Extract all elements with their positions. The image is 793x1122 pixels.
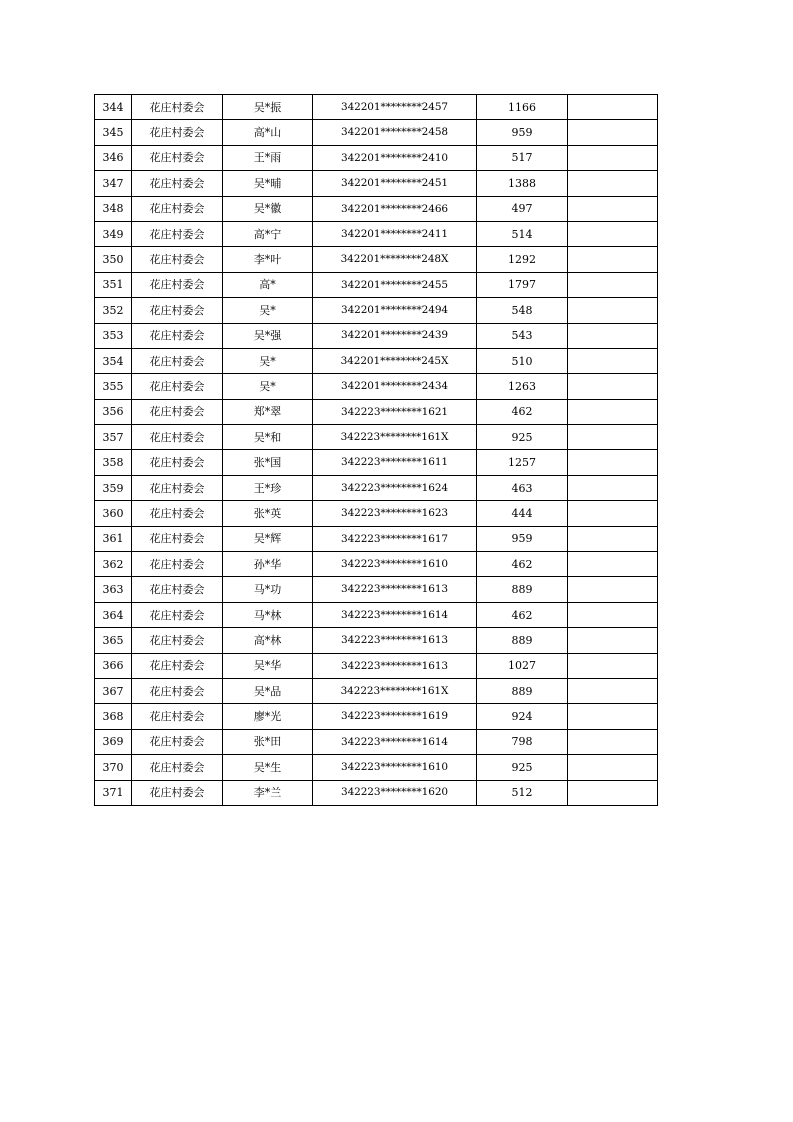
id-number-cell: 342201********2494 bbox=[313, 298, 477, 323]
row-number-cell: 361 bbox=[95, 526, 132, 551]
amount-cell: 444 bbox=[477, 501, 568, 526]
row-number-cell: 360 bbox=[95, 501, 132, 526]
person-name-cell: 吴* bbox=[223, 348, 313, 373]
amount-cell: 548 bbox=[477, 298, 568, 323]
id-number-cell: 342201********245X bbox=[313, 348, 477, 373]
table-row bbox=[95, 653, 658, 678]
person-name-cell: 张*田 bbox=[223, 729, 313, 754]
id-number-cell: 342201********2455 bbox=[313, 272, 477, 297]
table-row bbox=[95, 298, 658, 323]
remark-cell bbox=[568, 145, 658, 170]
village-committee-cell: 花庄村委会 bbox=[132, 602, 223, 627]
person-name-cell: 吴*辉 bbox=[223, 526, 313, 551]
row-number-cell: 350 bbox=[95, 247, 132, 272]
table-row bbox=[95, 272, 658, 297]
row-number-cell: 359 bbox=[95, 475, 132, 500]
table-row bbox=[95, 729, 658, 754]
person-name-cell: 孙*华 bbox=[223, 552, 313, 577]
id-number-cell: 342223********1624 bbox=[313, 475, 477, 500]
village-committee-cell: 花庄村委会 bbox=[132, 221, 223, 246]
village-committee-cell: 花庄村委会 bbox=[132, 577, 223, 602]
row-number-cell: 370 bbox=[95, 755, 132, 780]
remark-cell bbox=[568, 196, 658, 221]
row-number-cell: 371 bbox=[95, 780, 132, 805]
village-committee-cell: 花庄村委会 bbox=[132, 145, 223, 170]
id-number-cell: 342223********1620 bbox=[313, 780, 477, 805]
row-number-cell: 358 bbox=[95, 450, 132, 475]
person-name-cell: 吴*振 bbox=[223, 95, 313, 120]
person-name-cell: 马*林 bbox=[223, 602, 313, 627]
row-number-cell: 363 bbox=[95, 577, 132, 602]
id-number-cell: 342223********1613 bbox=[313, 628, 477, 653]
row-number-cell: 347 bbox=[95, 171, 132, 196]
amount-cell: 462 bbox=[477, 602, 568, 627]
amount-cell: 889 bbox=[477, 678, 568, 703]
table-row bbox=[95, 704, 658, 729]
village-committee-cell: 花庄村委会 bbox=[132, 120, 223, 145]
person-name-cell: 张*英 bbox=[223, 501, 313, 526]
id-number-cell: 342223********1610 bbox=[313, 552, 477, 577]
table-row bbox=[95, 171, 658, 196]
person-name-cell: 郑*翠 bbox=[223, 399, 313, 424]
table-row bbox=[95, 577, 658, 602]
person-name-cell: 王*珍 bbox=[223, 475, 313, 500]
table-body bbox=[95, 95, 658, 806]
village-committee-cell: 花庄村委会 bbox=[132, 171, 223, 196]
village-committee-cell: 花庄村委会 bbox=[132, 475, 223, 500]
table-row bbox=[95, 628, 658, 653]
village-committee-cell: 花庄村委会 bbox=[132, 95, 223, 120]
id-number-cell: 342223********1611 bbox=[313, 450, 477, 475]
village-committee-cell: 花庄村委会 bbox=[132, 653, 223, 678]
amount-cell: 925 bbox=[477, 755, 568, 780]
amount-cell: 798 bbox=[477, 729, 568, 754]
remark-cell bbox=[568, 653, 658, 678]
person-name-cell: 吴*晡 bbox=[223, 171, 313, 196]
person-name-cell: 高*宁 bbox=[223, 221, 313, 246]
person-name-cell: 王*雨 bbox=[223, 145, 313, 170]
amount-cell: 463 bbox=[477, 475, 568, 500]
remark-cell bbox=[568, 171, 658, 196]
data-table bbox=[94, 94, 658, 806]
remark-cell bbox=[568, 348, 658, 373]
amount-cell: 1263 bbox=[477, 374, 568, 399]
person-name-cell: 高*山 bbox=[223, 120, 313, 145]
person-name-cell: 高*林 bbox=[223, 628, 313, 653]
table-row bbox=[95, 475, 658, 500]
row-number-cell: 362 bbox=[95, 552, 132, 577]
person-name-cell: 吴*强 bbox=[223, 323, 313, 348]
village-committee-cell: 花庄村委会 bbox=[132, 526, 223, 551]
remark-cell bbox=[568, 298, 658, 323]
amount-cell: 1166 bbox=[477, 95, 568, 120]
amount-cell: 1292 bbox=[477, 247, 568, 272]
id-number-cell: 342201********2439 bbox=[313, 323, 477, 348]
remark-cell bbox=[568, 323, 658, 348]
table-row bbox=[95, 678, 658, 703]
table-row bbox=[95, 348, 658, 373]
village-committee-cell: 花庄村委会 bbox=[132, 348, 223, 373]
table-row bbox=[95, 399, 658, 424]
amount-cell: 1388 bbox=[477, 171, 568, 196]
village-committee-cell: 花庄村委会 bbox=[132, 678, 223, 703]
person-name-cell: 廖*光 bbox=[223, 704, 313, 729]
remark-cell bbox=[568, 95, 658, 120]
id-number-cell: 342223********1617 bbox=[313, 526, 477, 551]
remark-cell bbox=[568, 678, 658, 703]
row-number-cell: 367 bbox=[95, 678, 132, 703]
village-committee-cell: 花庄村委会 bbox=[132, 374, 223, 399]
table-row bbox=[95, 323, 658, 348]
remark-cell bbox=[568, 120, 658, 145]
table-row bbox=[95, 780, 658, 805]
village-committee-cell: 花庄村委会 bbox=[132, 272, 223, 297]
id-number-cell: 342201********2411 bbox=[313, 221, 477, 246]
row-number-cell: 368 bbox=[95, 704, 132, 729]
village-committee-cell: 花庄村委会 bbox=[132, 450, 223, 475]
amount-cell: 1797 bbox=[477, 272, 568, 297]
table-row bbox=[95, 196, 658, 221]
village-committee-cell: 花庄村委会 bbox=[132, 780, 223, 805]
person-name-cell: 高* bbox=[223, 272, 313, 297]
id-number-cell: 342201********2466 bbox=[313, 196, 477, 221]
village-committee-cell: 花庄村委会 bbox=[132, 298, 223, 323]
amount-cell: 1027 bbox=[477, 653, 568, 678]
village-committee-cell: 花庄村委会 bbox=[132, 399, 223, 424]
amount-cell: 497 bbox=[477, 196, 568, 221]
id-number-cell: 342223********1619 bbox=[313, 704, 477, 729]
village-committee-cell: 花庄村委会 bbox=[132, 755, 223, 780]
row-number-cell: 356 bbox=[95, 399, 132, 424]
person-name-cell: 吴*和 bbox=[223, 425, 313, 450]
row-number-cell: 357 bbox=[95, 425, 132, 450]
village-committee-cell: 花庄村委会 bbox=[132, 323, 223, 348]
village-committee-cell: 花庄村委会 bbox=[132, 425, 223, 450]
table-row bbox=[95, 526, 658, 551]
village-committee-cell: 花庄村委会 bbox=[132, 196, 223, 221]
row-number-cell: 348 bbox=[95, 196, 132, 221]
id-number-cell: 342223********1610 bbox=[313, 755, 477, 780]
id-number-cell: 342223********1613 bbox=[313, 577, 477, 602]
remark-cell bbox=[568, 526, 658, 551]
remark-cell bbox=[568, 602, 658, 627]
row-number-cell: 349 bbox=[95, 221, 132, 246]
id-number-cell: 342223********1613 bbox=[313, 653, 477, 678]
id-number-cell: 342223********161X bbox=[313, 678, 477, 703]
id-number-cell: 342223********1614 bbox=[313, 602, 477, 627]
village-committee-cell: 花庄村委会 bbox=[132, 704, 223, 729]
person-name-cell: 张*国 bbox=[223, 450, 313, 475]
amount-cell: 514 bbox=[477, 221, 568, 246]
table-row bbox=[95, 95, 658, 120]
row-number-cell: 352 bbox=[95, 298, 132, 323]
id-number-cell: 342201********2434 bbox=[313, 374, 477, 399]
table-row bbox=[95, 450, 658, 475]
person-name-cell: 马*功 bbox=[223, 577, 313, 602]
person-name-cell: 吴* bbox=[223, 298, 313, 323]
amount-cell: 512 bbox=[477, 780, 568, 805]
person-name-cell: 吴*徽 bbox=[223, 196, 313, 221]
person-name-cell: 吴*华 bbox=[223, 653, 313, 678]
village-committee-cell: 花庄村委会 bbox=[132, 729, 223, 754]
table-row bbox=[95, 552, 658, 577]
row-number-cell: 353 bbox=[95, 323, 132, 348]
id-number-cell: 342201********2410 bbox=[313, 145, 477, 170]
village-committee-cell: 花庄村委会 bbox=[132, 628, 223, 653]
id-number-cell: 342223********1614 bbox=[313, 729, 477, 754]
row-number-cell: 344 bbox=[95, 95, 132, 120]
remark-cell bbox=[568, 272, 658, 297]
row-number-cell: 354 bbox=[95, 348, 132, 373]
row-number-cell: 351 bbox=[95, 272, 132, 297]
remark-cell bbox=[568, 552, 658, 577]
amount-cell: 889 bbox=[477, 577, 568, 602]
table-row bbox=[95, 374, 658, 399]
village-committee-cell: 花庄村委会 bbox=[132, 247, 223, 272]
remark-cell bbox=[568, 729, 658, 754]
row-number-cell: 355 bbox=[95, 374, 132, 399]
remark-cell bbox=[568, 221, 658, 246]
remark-cell bbox=[568, 577, 658, 602]
remark-cell bbox=[568, 450, 658, 475]
row-number-cell: 365 bbox=[95, 628, 132, 653]
table-row bbox=[95, 425, 658, 450]
row-number-cell: 364 bbox=[95, 602, 132, 627]
village-committee-cell: 花庄村委会 bbox=[132, 552, 223, 577]
amount-cell: 1257 bbox=[477, 450, 568, 475]
person-name-cell: 李*叶 bbox=[223, 247, 313, 272]
amount-cell: 924 bbox=[477, 704, 568, 729]
remark-cell bbox=[568, 704, 658, 729]
table-row bbox=[95, 247, 658, 272]
remark-cell bbox=[568, 425, 658, 450]
table-row bbox=[95, 602, 658, 627]
person-name-cell: 吴*生 bbox=[223, 755, 313, 780]
amount-cell: 517 bbox=[477, 145, 568, 170]
remark-cell bbox=[568, 628, 658, 653]
amount-cell: 925 bbox=[477, 425, 568, 450]
remark-cell bbox=[568, 780, 658, 805]
remark-cell bbox=[568, 399, 658, 424]
id-number-cell: 342201********2451 bbox=[313, 171, 477, 196]
amount-cell: 959 bbox=[477, 526, 568, 551]
remark-cell bbox=[568, 247, 658, 272]
amount-cell: 510 bbox=[477, 348, 568, 373]
row-number-cell: 369 bbox=[95, 729, 132, 754]
remark-cell bbox=[568, 374, 658, 399]
table-row bbox=[95, 145, 658, 170]
amount-cell: 543 bbox=[477, 323, 568, 348]
amount-cell: 462 bbox=[477, 552, 568, 577]
remark-cell bbox=[568, 755, 658, 780]
person-name-cell: 吴*品 bbox=[223, 678, 313, 703]
row-number-cell: 345 bbox=[95, 120, 132, 145]
id-number-cell: 342223********1623 bbox=[313, 501, 477, 526]
person-name-cell: 李*兰 bbox=[223, 780, 313, 805]
person-name-cell: 吴* bbox=[223, 374, 313, 399]
id-number-cell: 342223********1621 bbox=[313, 399, 477, 424]
id-number-cell: 342223********161X bbox=[313, 425, 477, 450]
table-row bbox=[95, 501, 658, 526]
amount-cell: 889 bbox=[477, 628, 568, 653]
amount-cell: 959 bbox=[477, 120, 568, 145]
remark-cell bbox=[568, 501, 658, 526]
table-row bbox=[95, 221, 658, 246]
id-number-cell: 342201********2457 bbox=[313, 95, 477, 120]
row-number-cell: 346 bbox=[95, 145, 132, 170]
table-row bbox=[95, 755, 658, 780]
village-committee-cell: 花庄村委会 bbox=[132, 501, 223, 526]
id-number-cell: 342201********248X bbox=[313, 247, 477, 272]
remark-cell bbox=[568, 475, 658, 500]
id-number-cell: 342201********2458 bbox=[313, 120, 477, 145]
table-row bbox=[95, 120, 658, 145]
amount-cell: 462 bbox=[477, 399, 568, 424]
row-number-cell: 366 bbox=[95, 653, 132, 678]
